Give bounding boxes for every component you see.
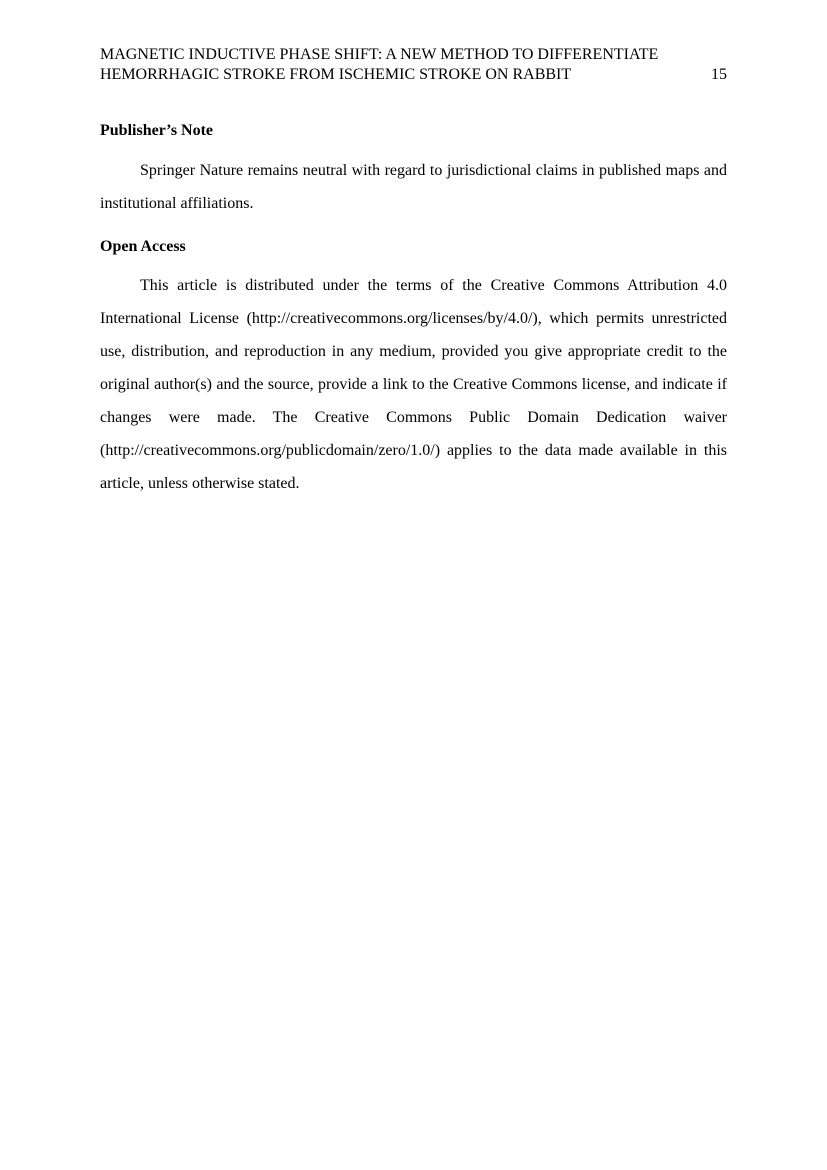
page-content: [100, 120, 727, 512]
section-paragraph: Springer Nature remains neutral with regard to jurisdictional claims in published maps and institutional affiliations.: [100, 162, 727, 212]
running-header: [100, 45, 727, 85]
page-number: 15: [711, 66, 727, 83]
open-access-section: [100, 236, 727, 500]
running-title-line-2: HEMORRHAGIC STROKE FROM ISCHEMIC STROKE ON RABBIT: [100, 66, 572, 83]
section-heading: Publisher’s Note: [100, 122, 214, 139]
publishers-note-section: [100, 120, 727, 220]
running-title-line-1: MAGNETIC INDUCTIVE PHASE SHIFT: A NEW METHOD TO DIFFERENTIATE: [100, 46, 659, 63]
section-heading: Open Access: [100, 238, 186, 255]
section-paragraph: This article is distributed under the terms of the Creative Commons Attribution 4.0 International License (http://creativecommons.org/licenses/by/4.0/), which permits unrestricted use, distribution, and reproduction in any medium, provided you give appropriate credit to the original author(s) and the source, provide a link to the Creative Commons license, and indicate if changes were made. The Creative Commons Public Domain Dedication waiver (http://creativecommons.org/publicdomain/zero/1.0/) applies to the data made available in this article, unless otherwise stated.: [100, 277, 727, 492]
